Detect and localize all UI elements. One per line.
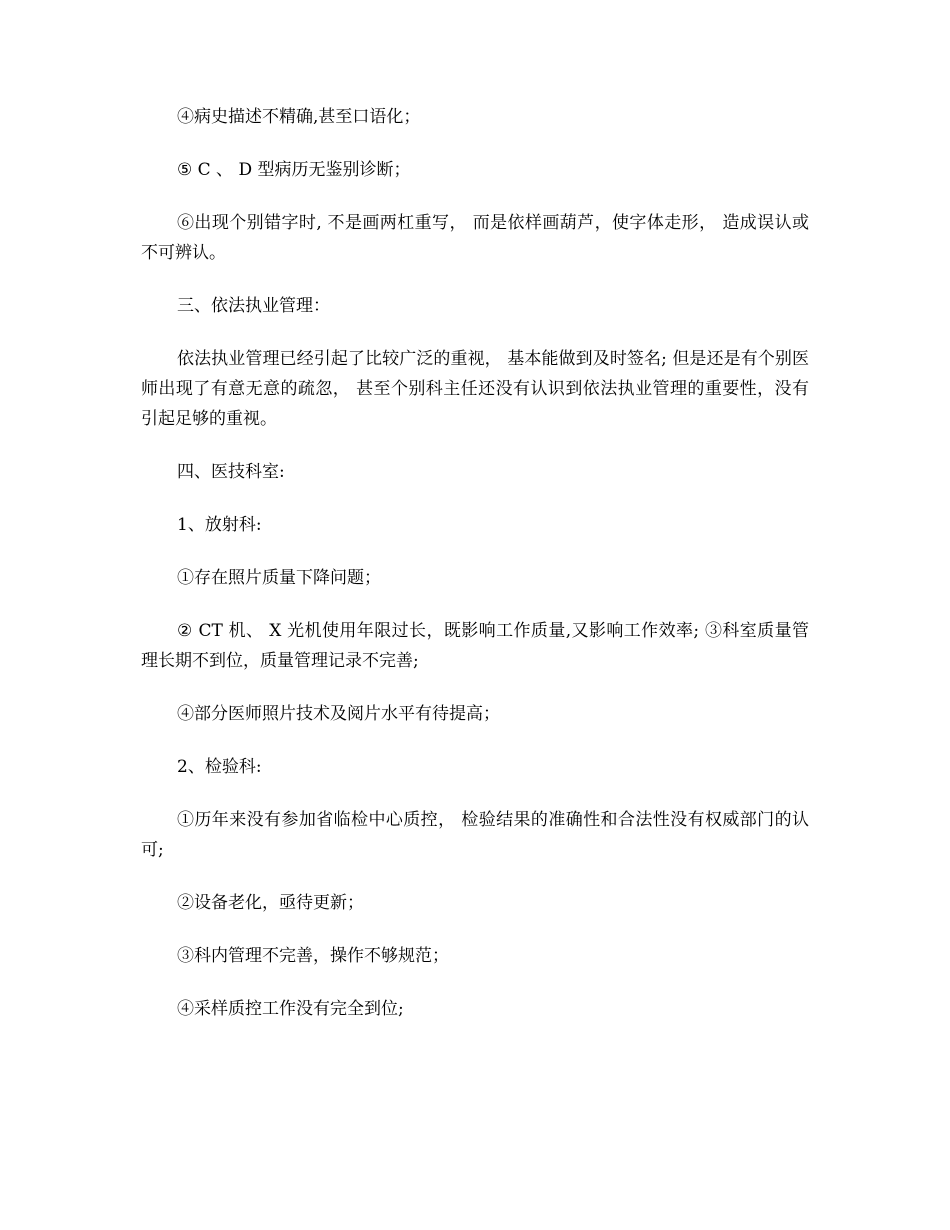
paragraph: 依法执业管理已经引起了比较广泛的重视， 基本能做到及时签名; 但是还是有个别医师出现了有意无意的疏忽， 甚至个别科主任还没有认识到依法执业管理的重要性，没有引起足够的重视。: [141, 349, 809, 429]
paragraph: ② CT 机、 X 光机使用年限过长，既影响工作质量,又影响工作效率; ③科室质量管理长期不到位，质量管理记录不完善;: [141, 621, 809, 671]
paragraph: ④采样质控工作没有完全到位;: [177, 999, 404, 1019]
paragraph: ③科内管理不完善，操作不够规范；: [177, 946, 449, 966]
section-heading: 三、依法执业管理：: [177, 296, 330, 316]
subsection-heading: 1、放射科:: [177, 515, 262, 535]
paragraph: ②设备老化，亟待更新；: [177, 893, 364, 913]
paragraph: ①存在照片质量下降问题；: [177, 568, 381, 588]
paragraph: ①历年来没有参加省临检中心质控， 检验结果的准确性和合法性没有权威部门的认可;: [141, 810, 809, 860]
paragraph: ⑥出现个别错字时, 不是画两杠重写， 而是依样画葫芦，使字体走形， 造成误认或不可辨认。: [141, 213, 809, 263]
section-heading: 四、医技科室:: [177, 462, 285, 482]
paragraph: ④部分医师照片技术及阅片水平有待提高；: [177, 704, 500, 724]
document-body: [141, 102, 809, 1047]
paragraph: ④病史描述不精确,甚至口语化；: [177, 107, 421, 127]
paragraph: ⑤ C 、 D 型病历无鉴别诊断；: [177, 160, 411, 180]
subsection-heading: 2、检验科:: [177, 757, 262, 777]
